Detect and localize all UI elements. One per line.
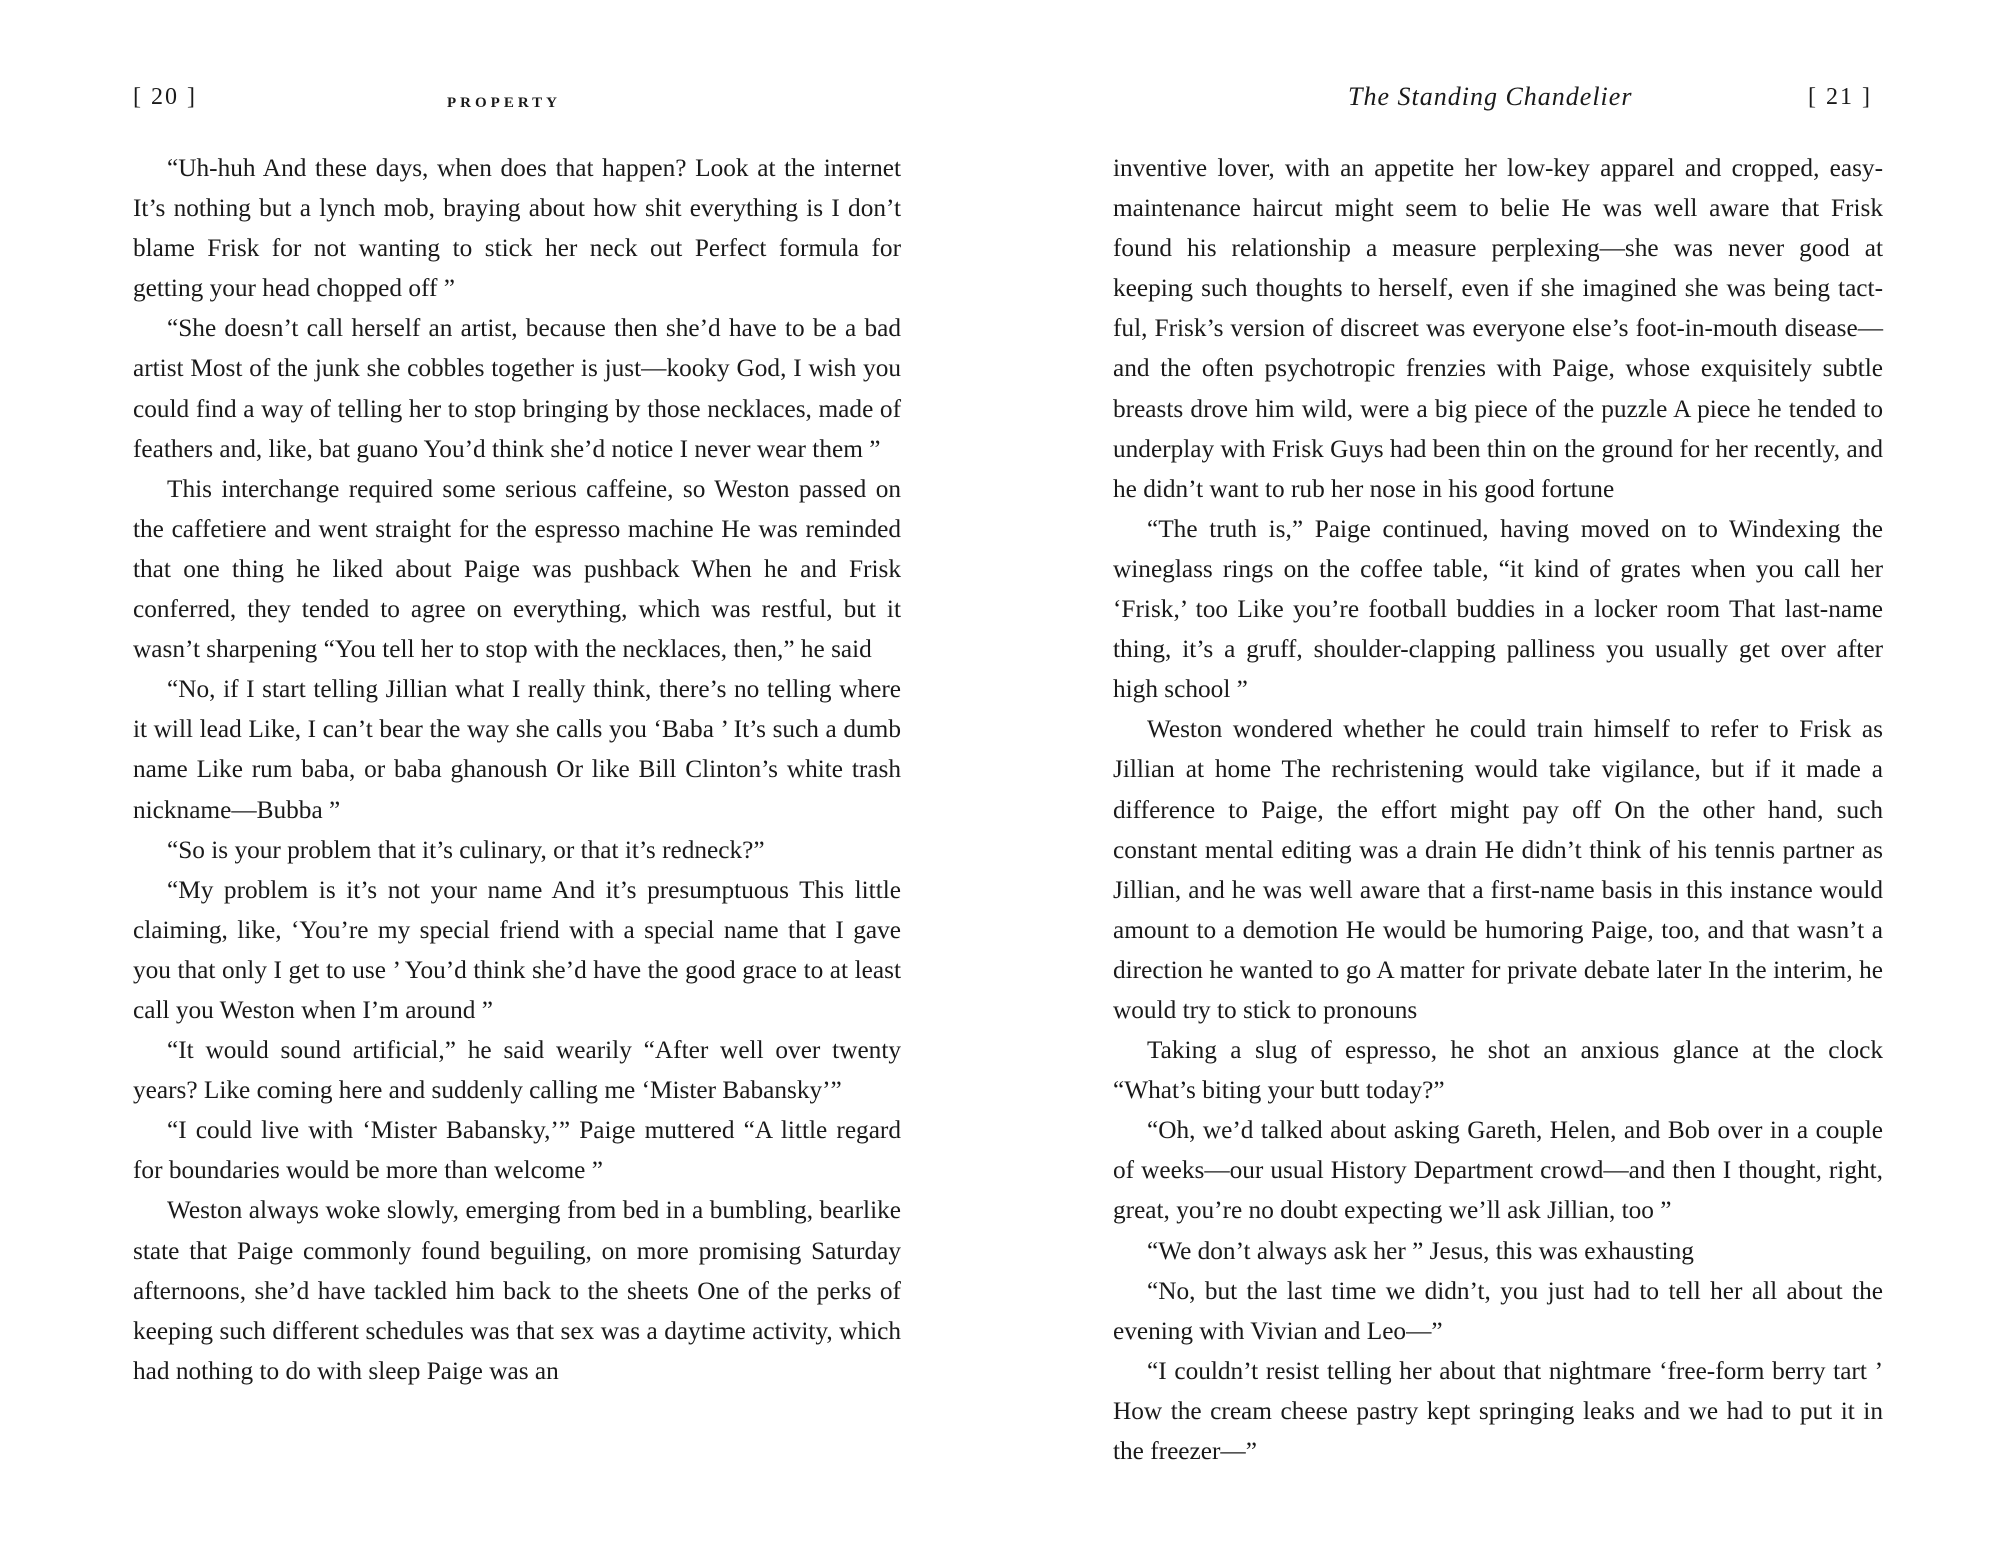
paragraph: inventive lover, with an appetite her low-key apparel and cropped, easy-maintenance haircut might seem to belie He was well aware that Frisk found his relationship a measure perplexing—she was never good at keeping such thoughts to herself, even if she imagined she was being tactful, Frisk’s version of discreet was everyone else’s foot-in-mouth disease—and the often psychotropic frenzies with Paige, whose exquisitely subtle breasts drove him wild, were a big piece of the puzzle A piece he tended to underplay with Frisk Guys had been thin on the ground for her recently, and he didn’t want to rub her nose in his good fortune <box>1113 154 1883 503</box>
paragraph: “Uh-huh And these days, when does that happen? Look at the internet It’s nothing but a lynch mob, braying about how shit everything is I don’t blame Frisk for not wanting to stick her neck out Perfect formula for getting your head chopped off ” <box>133 154 901 303</box>
paragraph: “I could live with ‘Mister Babansky,’” Paige muttered “A little regard for boundaries would be more than welcome ” <box>133 1116 901 1185</box>
page-number: [ 20 ] <box>133 84 197 110</box>
paragraph: “My problem is it’s not your name And it’s presumptuous This little claiming, like, ‘You’re my special friend with a special name that I gave you that only I get to use ’ You’d think she’d have the good grace to at least call you Weston when I’m around ” <box>133 875 901 1024</box>
page-body <box>1113 148 1883 1471</box>
paragraph: This interchange required some serious caffeine, so Weston passed on the caffetiere and went straight for the espresso machine He was reminded that one thing he liked about Paige was pushback When he and Frisk conferred, they tended to agree on everything, which was restful, but it wasn’t sharpening “You tell her to stop with the necklaces, then,” he said <box>133 474 901 664</box>
paragraph: “No, but the last time we didn’t, you just had to tell her all about the evening with Vivian and Leo—” <box>1113 1276 1883 1345</box>
right-page <box>1000 0 2000 1553</box>
paragraph: Weston always woke slowly, emerging from bed in a bumbling, bearlike state that Paige commonly found beguiling, on more promising Saturday afternoons, she’d have tackled him back to the sheets One of the perks of keeping such different schedules was that sex was a daytime activity, which had nothing to do with sleep Paige was an <box>133 1196 901 1385</box>
paragraph: “It would sound artificial,” he said wearily “After well over twenty years? Like coming here and suddenly calling me ‘Mister Babansky’” <box>133 1036 901 1105</box>
paragraph: Taking a slug of espresso, he shot an anxious glance at the clock “What’s biting your butt today?” <box>1113 1036 1883 1105</box>
paragraph: “So is your problem that it’s culinary, or that it’s redneck?” <box>167 835 765 864</box>
page-body <box>133 148 901 1391</box>
paragraph: “Oh, we’d talked about asking Gareth, Helen, and Bob over in a couple of weeks—our usual History Department crowd—and then I thought, right, great, you’re no doubt expecting we’ll ask Jillian, too ” <box>1113 1116 1883 1225</box>
running-title: PROPERTY <box>447 95 561 111</box>
paragraph: Weston wondered whether he could train himself to refer to Frisk as Jillian at home The rechristening would take vigilance, but if it made a difference to Paige, the effort might pay off On the other hand, such constant mental editing was a drain He didn’t think of his tennis partner as Jillian, and he was well aware that a first-name basis in this instance would amount to a demotion He would be humoring Paige, too, and that wasn’t a direction he wanted to go A matter for private debate later In the interim, he would try to stick to pronouns <box>1113 715 1883 1024</box>
paragraph: “No, if I start telling Jillian what I really think, there’s no telling where it will lead Like, I can’t bear the way she calls you ‘Baba ’ It’s such a dumb name Like rum baba, or baba ghanoush Or like Bill Clinton’s white trash nickname—Bubba ” <box>133 675 901 824</box>
paragraph: “I couldn’t resist telling her about that nightmare ‘free-form berry tart ’ How the cream cheese pastry kept springing leaks and we had to put it in the freezer—” <box>1113 1356 1883 1465</box>
paragraph: “We don’t always ask her ” Jesus, this was exhausting <box>1147 1236 1694 1265</box>
page-number: [ 21 ] <box>1808 84 1872 110</box>
running-title: The Standing Chandelier <box>1348 82 1633 111</box>
paragraph: “The truth is,” Paige continued, having moved on to Windexing the wineglass rings on the coffee table, “it kind of grates when you call her ‘Frisk,’ too Like you’re football buddies in a locker room That last-name thing, it’s a gruff, shoulder-clapping palliness you usually get over after high school ” <box>1113 514 1883 704</box>
paragraph: “She doesn’t call herself an artist, because then she’d have to be a bad artist Most of the junk she cobbles together is just—kooky God, I wish you could find a way of telling her to stop bringing by those necklaces, made of feathers and, like, bat guano You’d think she’d notice I never wear them ” <box>133 314 901 463</box>
